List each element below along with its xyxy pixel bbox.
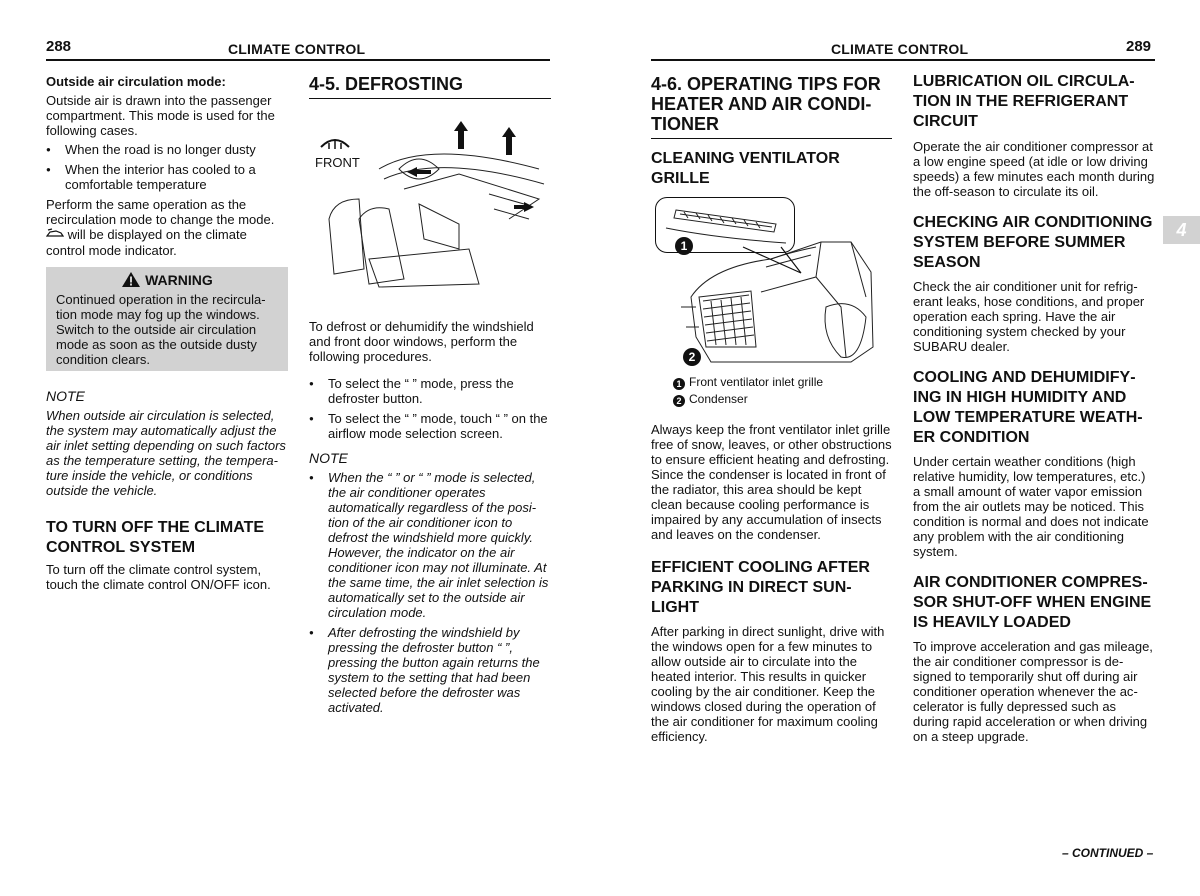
- cleaning-text: Always keep the front ventilator inlet grille free of snow, leaves, or other obstructions to ensure efficient heating and defrosting. Since the condenser is located in front of the radiator, this area should be kept clean because cooling performance is impaired by any accumulation of insects and leaves on the condenser.: [651, 422, 892, 542]
- callout-2-badge: 2: [683, 348, 701, 366]
- efficient-cooling-heading: EFFICIENT COOLING AFTER PARKING IN DIRECT SUNLIGHT: [651, 559, 870, 616]
- left-column-1: [46, 74, 288, 596]
- defrosting-heading: 4-5. DEFROSTING: [309, 74, 464, 94]
- car-figure: [651, 197, 891, 372]
- operating-tips-heading: 4-6. OPERATING TIPS FOR HEATER AND AIR CONDITIONER: [651, 74, 881, 134]
- right-page-header: CLIMATE CONTROL: [831, 41, 969, 57]
- heading-rule: [309, 98, 551, 99]
- turn-off-heading: TO TURN OFF THE CLIMATE CONTROL SYSTEM: [46, 519, 265, 556]
- callout-1-badge: 1: [675, 237, 693, 255]
- outside-air-list: [46, 142, 288, 192]
- heading-rule: [651, 138, 892, 139]
- outside-air-title: Outside air circulation mode:: [46, 74, 226, 89]
- outside-air-intro: Outside air is drawn into the passenger compartment. This mode is used for the following cases.: [46, 93, 275, 138]
- cleaning-heading: CLEANING VENTILATOR GRILLE: [651, 150, 840, 187]
- ac-shutoff-heading: AIR CONDITIONER COMPRESSOR SHUT-OFF WHEN ENGINE IS HEAVILY LOADED: [913, 574, 1152, 631]
- note-text: When outside air circulation is selected, the system may automatically adjust the air inlet setting depending on such factors as the temperature setting, the temperature inside the vehicle, or conditions outside the vehicle.: [46, 408, 286, 498]
- warning-text: Continued operation in the recirculation mode may fog up the windows. Switch to the outside air circulation mode as soon as the outside dusty condition clears.: [56, 292, 266, 367]
- left-column-2: [309, 74, 551, 720]
- callout-pointer: [741, 245, 811, 275]
- efficient-cooling-text: After parking in direct sunlight, drive with the windows open for a few minutes to allow outside air to circulate into the heated interior. This results in quicker cooling by the air conditioner. Keep the windows closed during the operation of the air conditioner for maximum cooling efficiency.: [651, 624, 885, 744]
- left-page-header: CLIMATE CONTROL: [228, 41, 366, 57]
- right-column-2: [913, 72, 1155, 748]
- defroster-figure: [309, 109, 549, 289]
- right-header-rule: [651, 59, 1155, 61]
- right-page-number: 289: [1126, 38, 1152, 55]
- continued-label: – CONTINUED –: [1062, 846, 1154, 860]
- defrost-note-list: [309, 470, 551, 715]
- left-header-rule: [46, 59, 550, 61]
- lubrication-text: Operate the air conditioner compressor at a low engine speed (at idle or low driving speeds) a few minutes each month during the off-season to circulate its oil.: [913, 139, 1155, 199]
- turn-off-text: To turn off the climate control system, touch the climate control ON/OFF icon.: [46, 562, 271, 592]
- perform-text: Perform the same operation as the recirculation mode to change the mode. will be displayed on the climate control mode indicator.: [46, 197, 275, 258]
- list-item: ● When the road is no longer dusty: [46, 142, 288, 157]
- warning-heading: WARNING: [56, 271, 278, 288]
- cooling-heading: COOLING AND DEHUMIDIFYING IN HIGH HUMIDITY AND LOW TEMPERATURE WEATHER CONDITION: [913, 369, 1143, 446]
- cooling-text: Under certain weather conditions (high relative humidity, low temperatures, etc.) a small amount of water vapor emission from the air outlets may be noticed. This condition is normal and does not indicate any problem with the air conditioning system.: [913, 454, 1149, 559]
- note-title: NOTE: [309, 450, 348, 466]
- legend-item: 2 Condenser: [673, 391, 892, 408]
- left-page-number: 288: [46, 38, 72, 55]
- note-title: NOTE: [46, 388, 85, 404]
- warning-box: [46, 267, 288, 371]
- chapter-tab: 4: [1163, 216, 1200, 244]
- defrost-intro: To defrost or dehumidify the windshield and front door windows, perform the following procedures.: [309, 319, 534, 364]
- warning-triangle-icon: [121, 272, 141, 288]
- checking-text: Check the air conditioner unit for refrigerant leaks, hose conditions, and proper operation each spring. Have the air conditioning system checked by your SUBARU dealer.: [913, 279, 1145, 354]
- dashboard-illustration: [309, 109, 549, 289]
- defrost-list: [309, 376, 551, 441]
- figure-legend: [673, 374, 892, 408]
- recirculation-car-icon: [46, 228, 64, 243]
- list-item: ● When the “ ” or “ ” mode is selected, the air conditioner operates automatically regardless of the position of the air conditioner icon to defrost the windshield more quickly. However, the indicator on the air conditioner icon may not illuminate. At the same time, the air inlet selection is automatically set to the outside air circulation mode.: [309, 470, 551, 620]
- lubrication-heading: LUBRICATION OIL CIRCULATION IN THE REFRIGERANT CIRCUIT: [913, 73, 1135, 130]
- checking-heading: CHECKING AIR CONDITIONING SYSTEM BEFORE SUMMER SEASON: [913, 214, 1153, 271]
- legend-item: 1 Front ventilator inlet grille: [673, 374, 892, 391]
- list-item: ● To select the “ ” mode, press the defroster button.: [309, 376, 551, 406]
- ac-shutoff-text: To improve acceleration and gas mileage, the air conditioner compressor is designed to temporarily shut off during air conditioner operation whenever the accelerator is fully depressed such as during rapid acceleration or when driving on a steep upgrade.: [913, 639, 1153, 744]
- right-column-1: [651, 74, 892, 748]
- list-item: ● To select the “ ” mode, touch “ ” on the airflow mode selection screen.: [309, 411, 551, 441]
- list-item: ● After defrosting the windshield by pressing the defroster button “ ”, pressing the button again returns the system to the setting that had been selected before the defroster was activated.: [309, 625, 551, 715]
- list-item: ● When the interior has cooled to a comfortable temperature: [46, 162, 288, 192]
- front-label: FRONT: [315, 155, 360, 170]
